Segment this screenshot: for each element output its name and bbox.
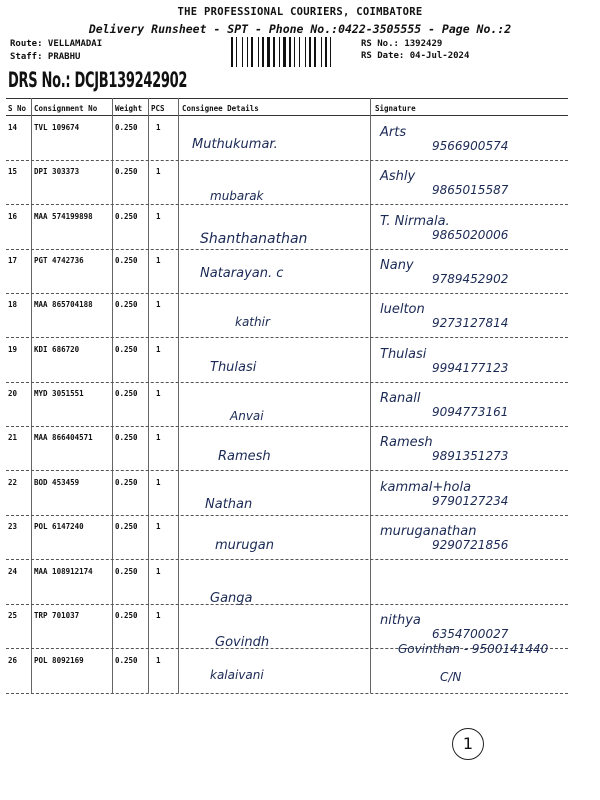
- route-label: Route: VELLAMADAI: [10, 39, 103, 49]
- row-signature-phone: 9566900574: [432, 139, 509, 153]
- row-sno: 14: [8, 123, 18, 132]
- row-weight: 0.250: [115, 389, 138, 398]
- row-consignee-handwritten: Ramesh: [218, 449, 271, 464]
- row-consignee-handwritten: kalaivani: [210, 668, 264, 682]
- row-pcs: 1: [156, 345, 161, 354]
- row-consignment-no: KDI 686720: [34, 345, 80, 354]
- row-consignee-handwritten: Ganga: [210, 591, 253, 606]
- rs-number: RS No.: 1392429: [361, 39, 443, 49]
- row-signature-handwritten: Govinthan - 9500141440: [398, 642, 549, 656]
- rs-date: RS Date: 04-Jul-2024: [361, 51, 470, 61]
- barcode: [230, 37, 356, 67]
- row-consignee-handwritten: Thulasi: [210, 360, 257, 375]
- row-pcs: 1: [156, 389, 161, 398]
- company-name: THE PROFESSIONAL COURIERS, COIMBATORE: [177, 6, 423, 18]
- row-consignment-no: MAA 108912174: [34, 567, 93, 576]
- row-sno: 21: [8, 433, 18, 442]
- staff-label: Staff: PRABHU: [10, 52, 81, 62]
- row-sno: 20: [8, 389, 18, 398]
- row-signature-phone: 9290721856: [432, 538, 509, 552]
- barcode-bar: [273, 37, 275, 67]
- row-consignment-no: TVL 109674: [34, 123, 80, 132]
- barcode-bar: [299, 37, 300, 67]
- row-consignment-no: MAA 865704188: [34, 300, 93, 309]
- row-weight: 0.250: [115, 123, 138, 132]
- row-sno: 19: [8, 345, 18, 354]
- row-weight: 0.250: [115, 611, 138, 620]
- row-signature-handwritten: Thulasi: [380, 347, 427, 362]
- column-header-sno: S No: [8, 104, 27, 113]
- row-separator: [6, 204, 568, 205]
- row-consignee-handwritten: Natarayan. c: [200, 266, 284, 281]
- row-sno: 23: [8, 522, 18, 531]
- row-signature-phone: 9789452902: [432, 272, 509, 286]
- row-consignee-handwritten: Shanthanathan: [200, 231, 308, 247]
- row-signature-phone: 9790127234: [432, 494, 509, 508]
- row-sno: 15: [8, 167, 18, 176]
- row-sno: 16: [8, 212, 18, 221]
- row-signature-handwritten: Ranall: [380, 391, 421, 406]
- row-separator: [6, 604, 568, 605]
- barcode-bar: [242, 37, 243, 67]
- row-separator: [6, 559, 568, 560]
- row-signature-phone: 9891351273: [432, 449, 509, 463]
- row-signature-handwritten: T. Nirmala.: [380, 214, 450, 229]
- row-sno: 25: [8, 611, 18, 620]
- column-header-signature: Signature: [375, 104, 416, 113]
- row-consignment-no: POL 6147240: [34, 522, 84, 531]
- row-separator: [6, 337, 568, 338]
- row-pcs: 1: [156, 123, 161, 132]
- circled-page-mark: 1: [452, 728, 484, 760]
- barcode-bar: [305, 37, 306, 67]
- row-consignee-handwritten: Anvai: [230, 409, 264, 423]
- row-weight: 0.250: [115, 433, 138, 442]
- barcode-bar: [283, 37, 286, 67]
- row-sno: 26: [8, 656, 18, 665]
- row-signature-note: C/N: [440, 670, 462, 684]
- row-consignment-no: MAA 574199898: [34, 212, 93, 221]
- row-consignment-no: DPI 303373: [34, 167, 80, 176]
- barcode-bar: [325, 37, 327, 67]
- row-signature-handwritten: Nany: [380, 258, 414, 273]
- row-signature-handwritten: Ashly: [380, 169, 416, 184]
- table-top-rule: [6, 98, 568, 99]
- barcode-bar: [330, 37, 331, 67]
- barcode-bar: [251, 37, 253, 67]
- row-pcs: 1: [156, 433, 161, 442]
- barcode-bar: [236, 37, 237, 67]
- barcode-bar: [321, 37, 322, 67]
- row-signature-handwritten: kammal+hola: [380, 480, 472, 495]
- barcode-bar: [314, 37, 316, 67]
- row-consignee-handwritten: murugan: [215, 538, 274, 553]
- row-separator: [6, 470, 568, 471]
- row-pcs: 1: [156, 167, 161, 176]
- table-header-rule: [6, 115, 568, 116]
- row-pcs: 1: [156, 256, 161, 265]
- row-pcs: 1: [156, 522, 161, 531]
- column-header-consignee: Consignee Details: [182, 104, 259, 113]
- row-pcs: 1: [156, 611, 161, 620]
- row-signature-phone: 9094773161: [432, 405, 509, 419]
- row-signature-handwritten: Arts: [380, 125, 407, 140]
- row-signature-handwritten: Ramesh: [380, 435, 433, 450]
- row-consignment-no: TRP 701037: [34, 611, 80, 620]
- row-weight: 0.250: [115, 567, 138, 576]
- runsheet-title: Delivery Runsheet - SPT - Phone No.:0422-3505555 - Page No.:2: [88, 22, 512, 36]
- row-sno: 22: [8, 478, 18, 487]
- row-separator: [6, 426, 568, 427]
- row-weight: 0.250: [115, 212, 138, 221]
- barcode-bar: [231, 37, 233, 67]
- row-signature-phone: 6354700027: [432, 627, 509, 641]
- row-separator: [6, 382, 568, 383]
- row-pcs: 1: [156, 656, 161, 665]
- row-consignee-handwritten: Govindh: [215, 635, 270, 650]
- row-signature-handwritten: nithya: [380, 613, 421, 628]
- row-separator: [6, 249, 568, 250]
- row-weight: 0.250: [115, 478, 138, 487]
- row-consignee-handwritten: Muthukumar.: [192, 137, 278, 152]
- row-pcs: 1: [156, 300, 161, 309]
- row-separator: [6, 693, 568, 694]
- row-weight: 0.250: [115, 345, 138, 354]
- row-signature-phone: 9273127814: [432, 316, 509, 330]
- row-pcs: 1: [156, 478, 161, 487]
- drs-number-handwritten: DRS No.: DCJB139242902: [8, 68, 188, 92]
- column-header-weight: Weight: [115, 104, 143, 113]
- row-sno: 18: [8, 300, 18, 309]
- barcode-bar: [247, 37, 248, 67]
- barcode-bar: [289, 37, 291, 67]
- barcode-bar: [294, 37, 295, 67]
- barcode-bar: [267, 37, 270, 67]
- barcode-bar: [262, 37, 264, 67]
- row-consignment-no: POL 8092169: [34, 656, 84, 665]
- row-consignee-handwritten: kathir: [235, 315, 270, 329]
- row-weight: 0.250: [115, 522, 138, 531]
- row-pcs: 1: [156, 567, 161, 576]
- row-signature-handwritten: muruganathan: [380, 524, 477, 539]
- barcode-bar: [309, 37, 311, 67]
- row-consignment-no: MYD 3051551: [34, 389, 84, 398]
- row-consignment-no: BOD 453459: [34, 478, 80, 487]
- column-header-pcs: PCS: [151, 104, 165, 113]
- row-signature-phone: 9865015587: [432, 183, 509, 197]
- row-pcs: 1: [156, 212, 161, 221]
- barcode-bar: [258, 37, 259, 67]
- barcode-bar: [279, 37, 280, 67]
- row-separator: [6, 515, 568, 516]
- row-weight: 0.250: [115, 167, 138, 176]
- row-consignment-no: PGT 4742736: [34, 256, 84, 265]
- column-header-consignment: Consignment No: [34, 104, 98, 113]
- row-separator: [6, 293, 568, 294]
- row-separator: [6, 160, 568, 161]
- row-signature-phone: 9994177123: [432, 361, 509, 375]
- row-signature-phone: 9865020006: [432, 228, 509, 242]
- row-weight: 0.250: [115, 256, 138, 265]
- row-weight: 0.250: [115, 656, 138, 665]
- row-consignment-no: MAA 866404571: [34, 433, 93, 442]
- row-sno: 24: [8, 567, 18, 576]
- row-signature-handwritten: luelton: [380, 302, 425, 317]
- row-consignee-handwritten: mubarak: [210, 189, 264, 203]
- row-consignee-handwritten: Nathan: [205, 497, 253, 512]
- row-sno: 17: [8, 256, 18, 265]
- row-weight: 0.250: [115, 300, 138, 309]
